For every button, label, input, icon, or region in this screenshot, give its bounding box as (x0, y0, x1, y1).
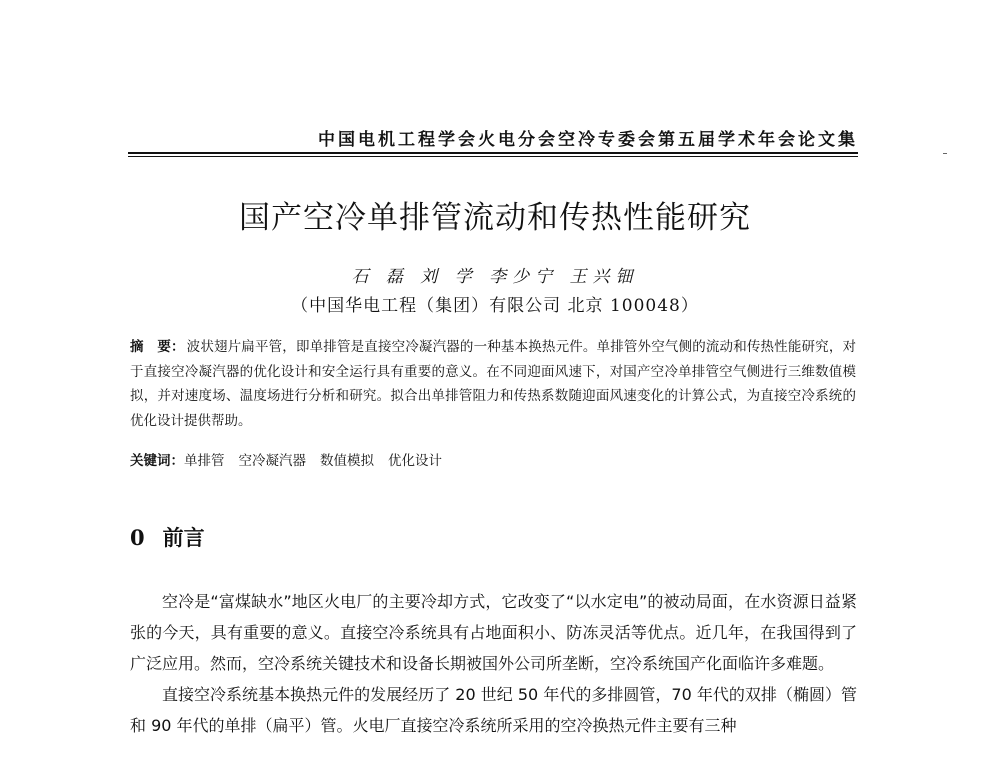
paper-affiliation: （中国华电工程（集团）有限公司 北京 100048） (291, 296, 699, 316)
paper-title: 国产空冷单排管流动和传热性能研究 (239, 200, 751, 236)
paper-authors: 石 磊 刘 学 李少宁 王兴钿 (351, 267, 639, 287)
body-text (130, 586, 857, 741)
keywords (130, 449, 856, 473)
keyword-item: 优化设计 (388, 453, 442, 469)
abstract-label: 摘 要： (130, 339, 185, 355)
keyword-item: 数值模拟 (320, 453, 374, 469)
header-rule (128, 152, 858, 154)
scan-edge-mark (943, 153, 947, 154)
running-header: 中国电机工程学会火电分会空冷专委会第五届学术年会论文集 (318, 130, 858, 150)
abstract-text: 波状翅片扁平管，即单排管是直接空冷凝汽器的一种基本换热元件。单排管外空气侧的流动和传热性能研究，对于直接空冷凝汽器的优化设计和安全运行具有重要的意义。在不同迎面风速下，对国产空冷单排管空气侧进行三维数值模拟，并对速度场、温度场进行分析和研究。拟合出单排管阻力和传热系数随迎面风速变化的计算公式，为直接空冷系统的优化设计提供帮助。 (130, 339, 857, 429)
section-number: 0 (130, 525, 145, 550)
body-paragraph: 直接空冷系统基本换热元件的发展经历了 20 世纪 50 年代的多排圆管，70 年代的双排（椭圆）管和 90 年代的单排（扁平）管。火电厂直接空冷系统所采用的空冷换热元件主要有三种 (130, 685, 857, 735)
keyword-item: 单排管 (184, 453, 225, 469)
body-paragraph: 空冷是“富煤缺水”地区火电厂的主要冷却方式，它改变了“以水定电”的被动局面，在水资源日益紧张的今天，具有重要的意义。直接空冷系统具有占地面积小、防冻灵活等优点。近几年，在我国得到了广泛应用。然而，空冷系统关键技术和设备长期被国外公司所垄断，空冷系统国产化面临许多难题。 (130, 592, 857, 673)
keyword-item: 空冷凝汽器 (238, 453, 306, 469)
section-heading (130, 522, 205, 552)
abstract (130, 335, 856, 433)
header-rule-thin (128, 156, 858, 157)
keywords-label: 关键词： (130, 453, 184, 469)
section-title: 前言 (162, 525, 205, 550)
